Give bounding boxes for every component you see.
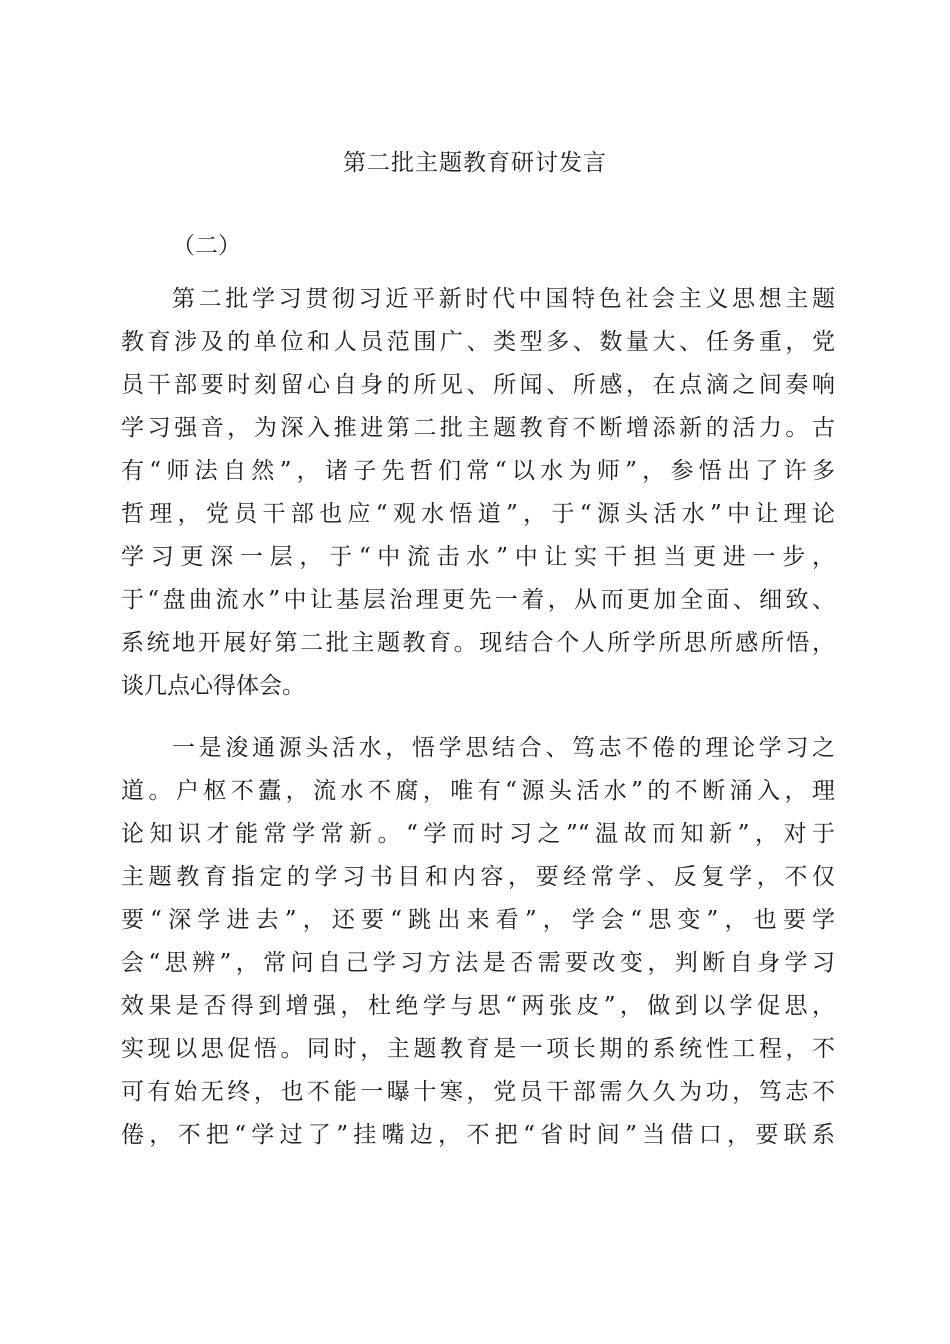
paragraph-line: 谈几点心得体会。 xyxy=(121,673,305,699)
paragraph-line: 一是浚通源头活水，悟学思结合、笃志不倦的理论学习之 xyxy=(172,735,835,761)
paragraph-line: 会“思辨”，常问自己学习方法是否需要改变，判断自身学习 xyxy=(121,950,835,976)
paragraph-line: 可有始无终，也不能一曝十寒，党员干部需久久为功，笃志不 xyxy=(121,1079,835,1105)
section-label: （二） xyxy=(172,233,241,259)
paragraph-line: 员干部要时刻留心自身的所见、所闻、所感，在点滴之间奏响 xyxy=(121,372,835,398)
paragraph-line: 学习强音，为深入推进第二批主题教育不断增添新的活力。古 xyxy=(121,415,835,441)
paragraph-line: 学习更深一层，于“中流击水”中让实干担当更进一步， xyxy=(121,544,835,570)
paragraph-2 xyxy=(121,727,835,1157)
paragraph-line: 主题教育指定的学习书目和内容，要经常学、反复学，不仅 xyxy=(121,864,835,890)
paragraph-line: 实现以思促悟。同时，主题教育是一项长期的系统性工程，不 xyxy=(121,1036,835,1062)
paragraph-line: 第二批学习贯彻习近平新时代中国特色社会主义思想主题 xyxy=(172,286,835,312)
paragraph-line: 哲理，党员干部也应“观水悟道”，于“源头活水”中让理论 xyxy=(121,501,835,527)
paragraph-line: 教育涉及的单位和人员范围广、类型多、数量大、任务重，党 xyxy=(121,329,835,355)
paragraph-1 xyxy=(121,278,835,708)
paragraph-line: 要“深学进去”，还要“跳出来看”，学会“思变”，也要学 xyxy=(121,907,835,933)
paragraph-line: 系统地开展好第二批主题教育。现结合个人所学所思所感所悟， xyxy=(121,630,835,656)
paragraph-line: 道。户枢不蠹，流水不腐，唯有“源头活水”的不断涌入，理 xyxy=(121,778,835,804)
paragraph-line: 有“师法自然”，诸子先哲们常“以水为师”，参悟出了许多 xyxy=(121,458,835,484)
paragraph-line: 倦，不把“学过了”挂嘴边，不把“省时间”当借口，要联系 xyxy=(121,1122,835,1148)
document-title: 第二批主题教育研讨发言 xyxy=(343,150,607,176)
paragraph-line: 于“盘曲流水”中让基层治理更先一着，从而更加全面、细致、 xyxy=(121,587,835,613)
paragraph-line: 效果是否得到增强，杜绝学与思“两张皮”，做到以学促思， xyxy=(121,993,835,1019)
paragraph-line: 论知识才能常学常新。“学而时习之”“温故而知新”，对于 xyxy=(121,821,835,847)
